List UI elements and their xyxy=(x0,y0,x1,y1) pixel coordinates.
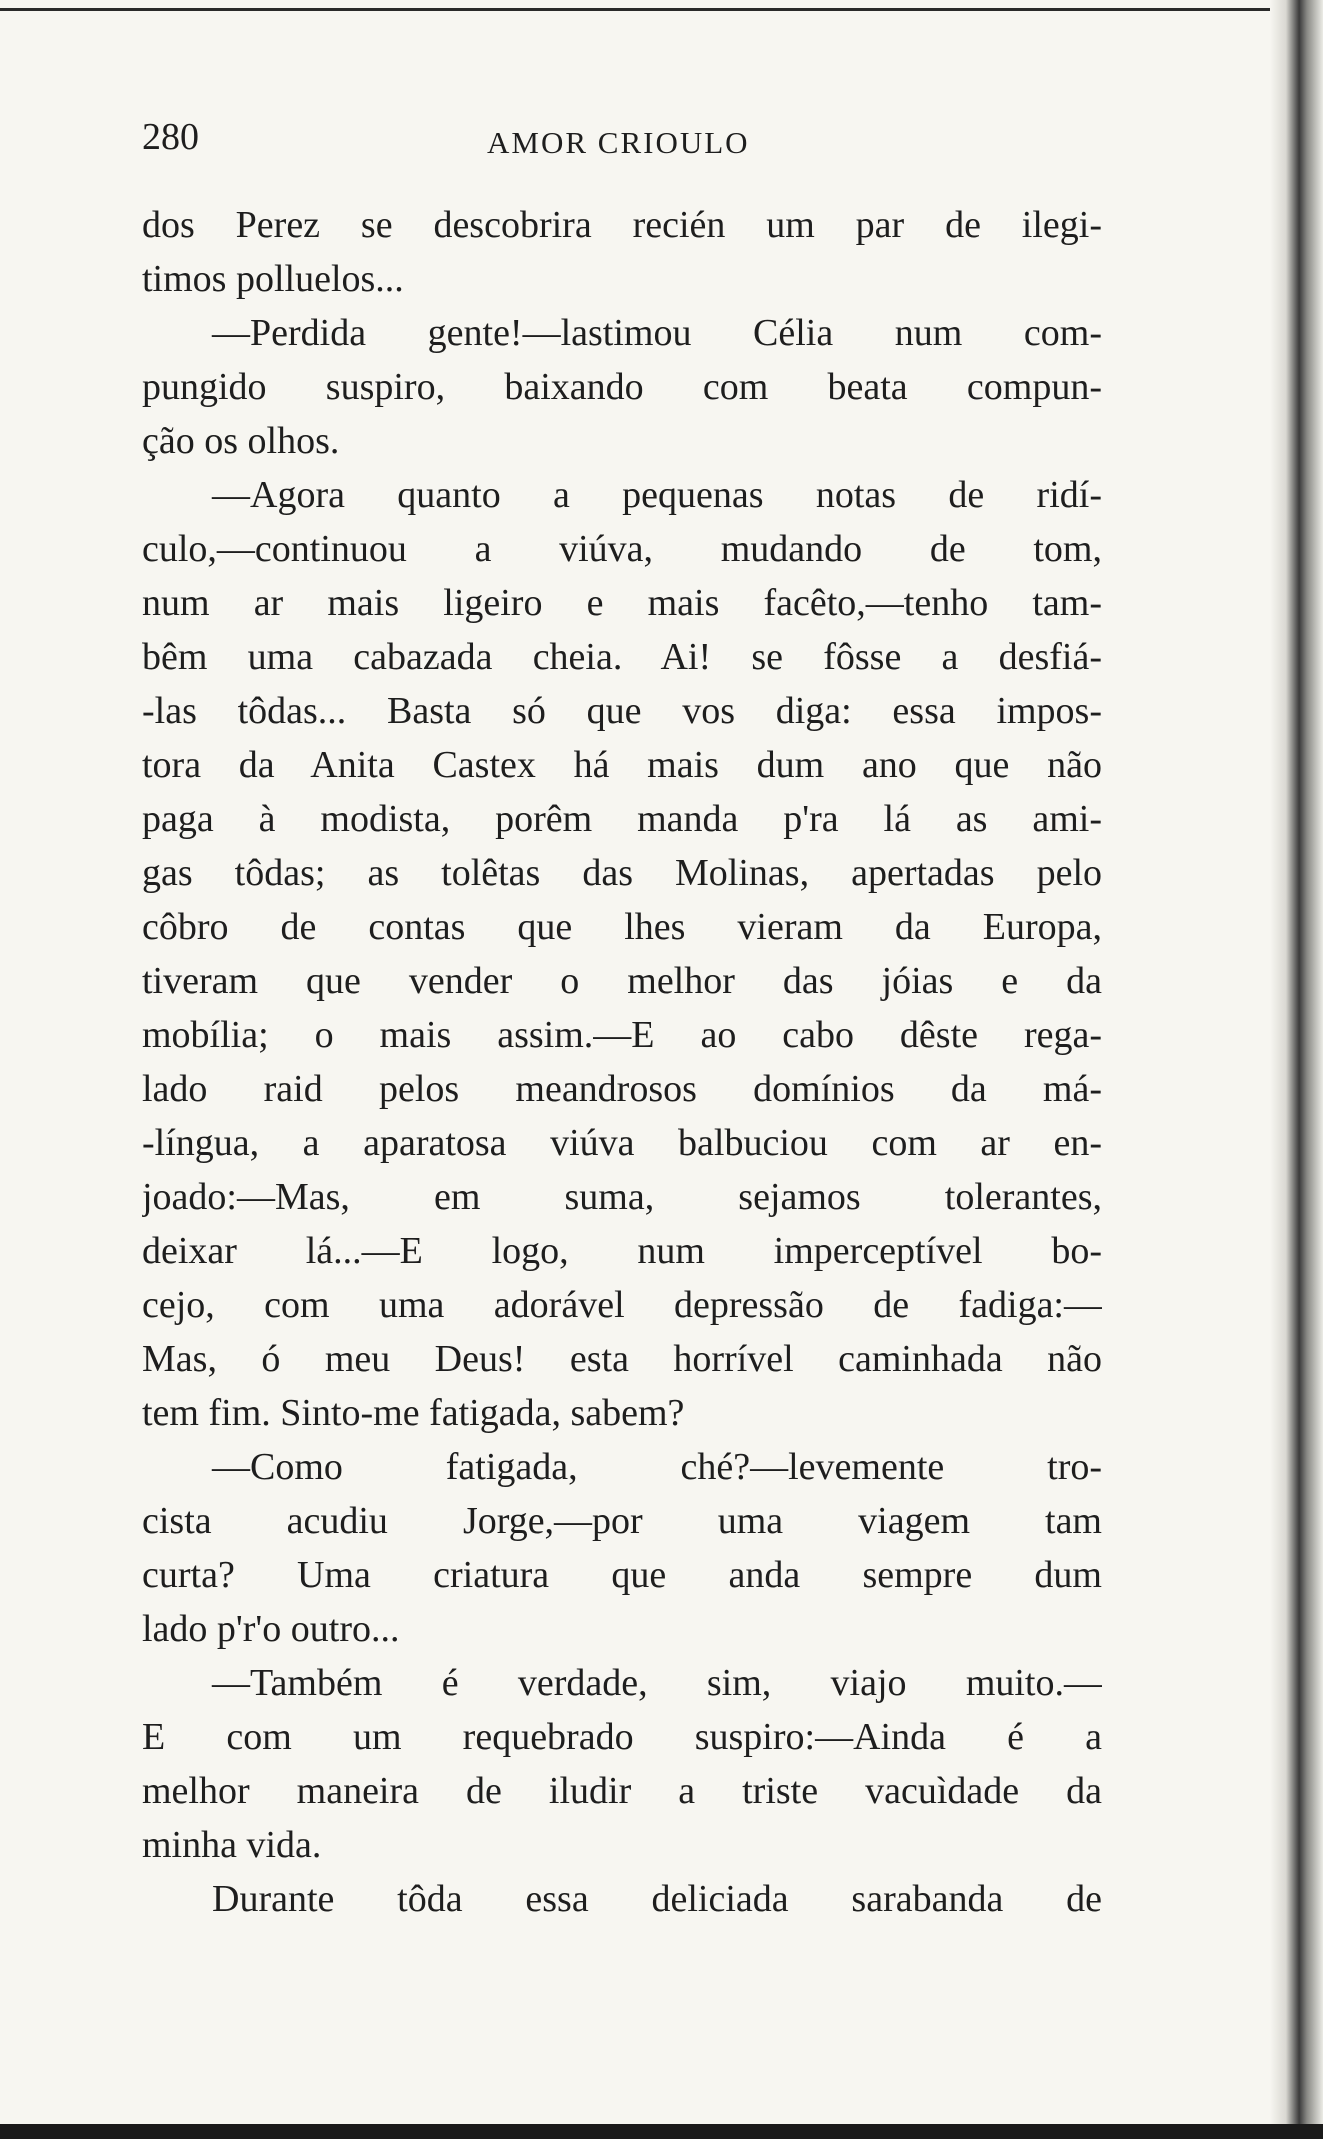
top-edge-rule xyxy=(0,8,1290,11)
text-line: cista acudiu Jorge,—por uma viagem tam xyxy=(142,1500,1102,1542)
text-line: tiveram que vender o melhor das jóias e da xyxy=(142,960,1102,1002)
body-text xyxy=(142,198,1102,1926)
text-line: culo,—continuou a viúva, mudando de tom, xyxy=(142,528,1102,570)
text-line: Durante tôda essa deliciada sarabanda de xyxy=(212,1878,1102,1920)
text-line: minha vida. xyxy=(142,1824,322,1866)
text-line: —Também é verdade, sim, viajo muito.— xyxy=(212,1662,1102,1704)
text-line: E com um requebrado suspiro:—Ainda é a xyxy=(142,1716,1102,1758)
text-line: timos polluelos... xyxy=(142,258,404,300)
running-title: AMOR CRIOULO xyxy=(487,125,750,160)
text-line: num ar mais ligeiro e mais facêto,—tenho tam- xyxy=(142,582,1102,624)
text-line: curta? Uma criatura que anda sempre dum xyxy=(142,1554,1102,1596)
text-line: dos Perez se descobrira recién um par de ilegi- xyxy=(142,204,1102,246)
text-line: bêm uma cabazada cheia. Ai! se fôsse a desfiá- xyxy=(142,636,1102,678)
text-line: côbro de contas que lhes vieram da Europa, xyxy=(142,906,1102,948)
text-line: cejo, com uma adorável depressão de fadiga:— xyxy=(142,1284,1102,1326)
text-line: -las tôdas... Basta só que vos diga: essa impos- xyxy=(142,690,1102,732)
text-line: gas tôdas; as tolêtas das Molinas, apertadas pelo xyxy=(142,852,1102,894)
page-header xyxy=(142,115,1102,175)
page-gutter-shadow xyxy=(1270,0,1323,2139)
text-line: mobília; o mais assim.—E ao cabo dêste rega- xyxy=(142,1014,1102,1056)
text-line: tem fim. Sinto-me fatigada, sabem? xyxy=(142,1392,685,1434)
text-line: deixar lá...—E logo, num imperceptível bo- xyxy=(142,1230,1102,1272)
text-line: -língua, a aparatosa viúva balbuciou com ar en- xyxy=(142,1122,1102,1164)
text-line: tora da Anita Castex há mais dum ano que não xyxy=(142,744,1102,786)
text-line: joado:—Mas, em suma, sejamos tolerantes, xyxy=(142,1176,1102,1218)
text-line: melhor maneira de iludir a triste vacuìdade da xyxy=(142,1770,1102,1812)
text-line: paga à modista, porêm manda p'ra lá as ami- xyxy=(142,798,1102,840)
text-line: ção os olhos. xyxy=(142,420,340,462)
bottom-edge-rule xyxy=(0,2124,1323,2139)
text-line: —Como fatigada, ché?—levemente tro- xyxy=(212,1446,1102,1488)
text-line: lado raid pelos meandrosos domínios da má- xyxy=(142,1068,1102,1110)
text-line: —Perdida gente!—lastimou Célia num com- xyxy=(212,312,1102,354)
text-line: pungido suspiro, baixando com beata compun- xyxy=(142,366,1102,408)
text-line: lado p'r'o outro... xyxy=(142,1608,400,1650)
page-number: 280 xyxy=(142,116,199,158)
text-line: Mas, ó meu Deus! esta horrível caminhada não xyxy=(142,1338,1102,1380)
text-line: —Agora quanto a pequenas notas de ridí- xyxy=(212,474,1102,516)
